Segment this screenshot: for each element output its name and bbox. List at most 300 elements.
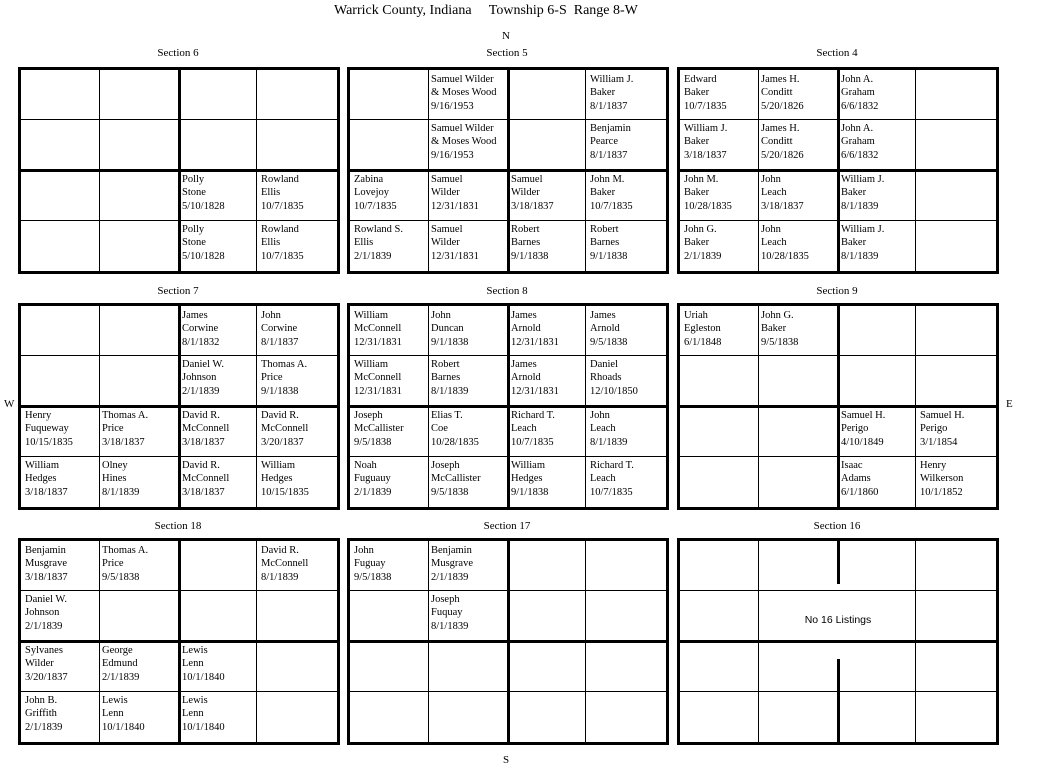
entry-name: John bbox=[261, 310, 281, 321]
entry-name: Baker bbox=[590, 187, 616, 199]
land-entry-cell bbox=[841, 173, 920, 223]
entry-name: Samuel bbox=[431, 174, 463, 185]
entry-name: Rowland S. bbox=[354, 224, 404, 235]
entry-date: 3/20/1837 bbox=[25, 671, 68, 683]
entry-name: Robert bbox=[431, 359, 460, 370]
entry-name: Samuel Wilder bbox=[431, 123, 494, 134]
entry-date: 3/18/1837 bbox=[511, 200, 554, 212]
land-entry-cell bbox=[590, 409, 669, 459]
entry-date: 8/1/1837 bbox=[261, 336, 299, 348]
entry-name: Hedges bbox=[261, 473, 293, 485]
land-entry-cell bbox=[261, 309, 340, 359]
entry-date: 3/18/1837 bbox=[25, 486, 68, 498]
entry-date: 9/5/1838 bbox=[431, 486, 469, 498]
entry-name: Musgrave bbox=[431, 558, 473, 570]
entry-date: 10/1/1840 bbox=[102, 721, 145, 733]
land-entry-cell bbox=[261, 223, 340, 273]
land-entry-cell bbox=[25, 694, 104, 744]
entry-name: Conditt bbox=[761, 136, 793, 148]
entry-date: 4/10/1849 bbox=[841, 436, 884, 448]
grid-line bbox=[680, 405, 996, 408]
entry-name: David R. bbox=[182, 410, 220, 421]
entry-name: Samuel bbox=[431, 224, 463, 235]
entry-name: William bbox=[354, 359, 388, 370]
land-entry-cell bbox=[590, 173, 669, 223]
entry-name: David R. bbox=[261, 410, 299, 421]
page-title: Warrick County, Indiana Township 6-S Range 8-W bbox=[334, 3, 638, 18]
entry-name: Barnes bbox=[511, 237, 541, 249]
entry-name: Wilder bbox=[431, 187, 460, 199]
entry-date: 8/1/1839 bbox=[261, 571, 299, 583]
entry-date: 8/1/1837 bbox=[590, 149, 628, 161]
entry-date: 12/31/1831 bbox=[511, 336, 559, 348]
entry-name: Uriah bbox=[684, 310, 708, 321]
entry-date: 2/1/1839 bbox=[182, 385, 220, 397]
entry-name: Fuquay bbox=[431, 607, 463, 619]
entry-name: John bbox=[431, 310, 451, 321]
grid-line bbox=[21, 169, 337, 172]
entry-date: 6/1/1848 bbox=[684, 336, 722, 348]
entry-date: 10/7/1835 bbox=[261, 250, 304, 262]
entry-name: William bbox=[511, 460, 545, 471]
entry-date: 9/1/1838 bbox=[431, 336, 469, 348]
entry-name: John A. bbox=[841, 74, 874, 85]
entry-name: Lovejoy bbox=[354, 187, 389, 199]
entry-date: 10/1/1840 bbox=[182, 671, 225, 683]
entry-name: Wilkerson bbox=[920, 473, 964, 485]
entry-name: Henry bbox=[25, 410, 52, 421]
entry-name: Sylvanes bbox=[25, 645, 63, 656]
land-entry-cell bbox=[761, 173, 840, 223]
entry-date: 3/1/1854 bbox=[920, 436, 958, 448]
entry-name: Zabina bbox=[354, 174, 384, 185]
entry-name: Baker bbox=[684, 87, 710, 99]
land-entry-cell bbox=[431, 173, 510, 223]
entry-name: Corwine bbox=[182, 323, 219, 335]
entry-date: 10/7/1835 bbox=[354, 200, 397, 212]
entry-date: 5/10/1828 bbox=[182, 250, 225, 262]
land-entry-cell bbox=[590, 459, 669, 509]
entry-name: Egleston bbox=[684, 323, 721, 335]
land-entry-cell bbox=[102, 644, 181, 694]
entry-date: 10/7/1835 bbox=[590, 200, 633, 212]
entry-name: Daniel W. bbox=[25, 594, 67, 605]
entry-date: 2/1/1839 bbox=[354, 250, 392, 262]
entry-date: 8/1/1839 bbox=[102, 486, 140, 498]
land-entry-cell bbox=[182, 409, 261, 459]
entry-name: James bbox=[511, 310, 537, 321]
entry-date: 2/1/1839 bbox=[102, 671, 140, 683]
entry-name: Price bbox=[102, 558, 124, 570]
land-entry-cell bbox=[431, 223, 510, 273]
entry-name: James H. bbox=[761, 74, 800, 85]
entry-date: 9/16/1953 bbox=[431, 100, 474, 112]
section-6-label: Section 6 bbox=[157, 47, 199, 59]
entry-date: 5/20/1826 bbox=[761, 100, 804, 112]
entry-date: 10/7/1835 bbox=[511, 436, 554, 448]
land-entry-cell bbox=[354, 544, 433, 594]
compass-west: W bbox=[4, 398, 15, 410]
entry-name: Edmund bbox=[102, 658, 138, 670]
entry-name: Musgrave bbox=[25, 558, 67, 570]
entry-name: Lewis bbox=[182, 645, 208, 656]
land-entry-cell bbox=[25, 644, 104, 694]
section-18-label: Section 18 bbox=[154, 520, 202, 532]
entry-name: Rowland bbox=[261, 174, 299, 185]
entry-date: 10/1/1840 bbox=[182, 721, 225, 733]
entry-name: McCallister bbox=[431, 473, 481, 485]
entry-name: David R. bbox=[261, 545, 299, 556]
entry-date: 8/1/1839 bbox=[841, 200, 879, 212]
entry-name: William J. bbox=[590, 74, 634, 85]
entry-name: Perigo bbox=[841, 423, 869, 435]
land-entry-cell bbox=[354, 173, 433, 223]
entry-name: Graham bbox=[841, 87, 875, 99]
entry-name: William bbox=[261, 460, 295, 471]
entry-date: 8/1/1839 bbox=[590, 436, 628, 448]
land-entry-cell bbox=[511, 223, 590, 273]
entry-date: 10/15/1835 bbox=[25, 436, 73, 448]
entry-name: Rhoads bbox=[590, 372, 622, 384]
entry-name: John A. bbox=[841, 123, 874, 134]
land-entry-cell bbox=[182, 459, 261, 509]
land-entry-cell bbox=[590, 223, 669, 273]
entry-name: Benjamin bbox=[590, 123, 631, 134]
entry-name: Polly bbox=[182, 174, 205, 185]
entry-name: Samuel bbox=[511, 174, 543, 185]
entry-name: Noah bbox=[354, 460, 377, 471]
entry-name: McConnell bbox=[182, 473, 230, 485]
entry-name: Lenn bbox=[182, 708, 204, 720]
grid-line bbox=[21, 119, 337, 120]
entry-name: William J. bbox=[841, 174, 885, 185]
no-listings-note: No 16 Listings bbox=[804, 614, 872, 626]
entry-name: Rowland bbox=[261, 224, 299, 235]
entry-name: Price bbox=[261, 372, 283, 384]
land-entry-cell bbox=[261, 409, 340, 459]
entry-name: Benjamin bbox=[431, 545, 472, 556]
land-entry-cell bbox=[684, 73, 763, 123]
land-entry-cell bbox=[841, 223, 920, 273]
entry-name: Daniel bbox=[590, 359, 618, 370]
entry-date: 3/18/1837 bbox=[182, 436, 225, 448]
entry-name: Baker bbox=[684, 237, 710, 249]
entry-name: Baker bbox=[841, 187, 867, 199]
entry-date: 5/20/1826 bbox=[761, 149, 804, 161]
entry-name: Conditt bbox=[761, 87, 793, 99]
entry-date: 9/5/1838 bbox=[761, 336, 799, 348]
entry-date: 2/1/1839 bbox=[431, 571, 469, 583]
entry-name: Stone bbox=[182, 187, 206, 199]
entry-date: 3/18/1837 bbox=[25, 571, 68, 583]
entry-name: Pearce bbox=[590, 136, 618, 148]
land-entry-cell bbox=[590, 309, 669, 359]
section-4-label: Section 4 bbox=[816, 47, 858, 59]
entry-name: Leach bbox=[761, 187, 787, 199]
compass-south: S bbox=[503, 754, 510, 766]
entry-name: Benjamin bbox=[25, 545, 66, 556]
land-entry-cell bbox=[841, 459, 920, 509]
land-entry-cell bbox=[761, 122, 840, 172]
entry-date: 12/31/1831 bbox=[511, 385, 559, 397]
land-entry-cell bbox=[102, 544, 181, 594]
entry-name: McCallister bbox=[354, 423, 404, 435]
grid-line bbox=[837, 541, 840, 584]
entry-date: 2/1/1839 bbox=[25, 721, 63, 733]
entry-name: Polly bbox=[182, 224, 205, 235]
entry-date: 2/1/1839 bbox=[25, 620, 63, 632]
grid-line bbox=[837, 659, 840, 742]
land-entry-cell bbox=[182, 644, 261, 694]
entry-date: 12/10/1850 bbox=[590, 385, 638, 397]
entry-date: 12/31/1831 bbox=[431, 200, 479, 212]
land-entry-cell bbox=[25, 544, 104, 594]
entry-name: John bbox=[761, 174, 781, 185]
entry-name: McConnell bbox=[182, 423, 230, 435]
land-entry-cell bbox=[684, 223, 763, 273]
entry-name: McConnell bbox=[261, 558, 309, 570]
entry-date: 10/7/1835 bbox=[684, 100, 727, 112]
entry-name: Richard T. bbox=[590, 460, 634, 471]
compass-north: N bbox=[502, 30, 510, 42]
land-entry-cell bbox=[431, 309, 510, 359]
entry-name: James bbox=[182, 310, 208, 321]
entry-date: 9/5/1838 bbox=[590, 336, 628, 348]
entry-name: David R. bbox=[182, 460, 220, 471]
land-entry-cell bbox=[841, 122, 920, 172]
entry-name: James bbox=[511, 359, 537, 370]
entry-name: William J. bbox=[684, 123, 728, 134]
land-entry-cell bbox=[761, 73, 840, 123]
land-entry-cell bbox=[261, 544, 340, 594]
entry-name: Fuguay bbox=[354, 558, 386, 570]
section-8-grid bbox=[347, 303, 669, 510]
grid-line bbox=[350, 691, 666, 692]
entry-date: 10/7/1835 bbox=[261, 200, 304, 212]
entry-date: 9/1/1838 bbox=[590, 250, 628, 262]
entry-name: Daniel W. bbox=[182, 359, 224, 370]
entry-name: James H. bbox=[761, 123, 800, 134]
section-9-grid bbox=[677, 303, 999, 510]
entry-date: 3/18/1837 bbox=[761, 200, 804, 212]
land-entry-cell bbox=[102, 409, 181, 459]
land-entry-cell bbox=[511, 309, 590, 359]
section-17-label: Section 17 bbox=[483, 520, 531, 532]
section-7-label: Section 7 bbox=[157, 285, 199, 297]
land-entry-cell bbox=[511, 173, 590, 223]
entry-date: 6/6/1832 bbox=[841, 100, 879, 112]
land-entry-cell bbox=[182, 694, 261, 744]
entry-name: Wilder bbox=[25, 658, 54, 670]
land-entry-cell bbox=[511, 459, 590, 509]
entry-name: Olney bbox=[102, 460, 128, 471]
entry-name: Joseph bbox=[354, 410, 383, 421]
entry-date: 8/1/1832 bbox=[182, 336, 220, 348]
entry-date: 9/5/1838 bbox=[354, 571, 392, 583]
entry-name: Richard T. bbox=[511, 410, 555, 421]
land-entry-cell bbox=[261, 358, 340, 408]
entry-date: 5/10/1828 bbox=[182, 200, 225, 212]
entry-date: 10/28/1835 bbox=[684, 200, 732, 212]
section-4-grid bbox=[677, 67, 999, 274]
land-entry-cell bbox=[684, 122, 763, 172]
land-entry-cell bbox=[182, 309, 261, 359]
land-entry-cell bbox=[511, 358, 590, 408]
entry-name: Lenn bbox=[102, 708, 124, 720]
land-entry-cell bbox=[920, 459, 999, 509]
entry-name: John bbox=[590, 410, 610, 421]
land-entry-cell bbox=[511, 409, 590, 459]
entry-name: James bbox=[590, 310, 616, 321]
entry-name: Samuel Wilder bbox=[431, 74, 494, 85]
entry-date: 9/1/1838 bbox=[511, 486, 549, 498]
land-entry-cell bbox=[431, 593, 510, 643]
entry-name: Fuqueway bbox=[25, 423, 69, 435]
land-entry-cell bbox=[102, 694, 181, 744]
entry-name: Leach bbox=[761, 237, 787, 249]
land-entry-cell bbox=[431, 73, 510, 123]
entry-name: Johnson bbox=[25, 607, 60, 619]
entry-date: 10/28/1835 bbox=[761, 250, 809, 262]
entry-date: 9/16/1953 bbox=[431, 149, 474, 161]
land-entry-cell bbox=[25, 459, 104, 509]
entry-name: & Moses Wood bbox=[431, 87, 497, 99]
entry-name: Leach bbox=[590, 473, 616, 485]
entry-name: Coe bbox=[431, 423, 448, 435]
entry-name: Samuel H. bbox=[841, 410, 886, 421]
entry-name: John B. bbox=[25, 695, 58, 706]
land-entry-cell bbox=[102, 459, 181, 509]
entry-name: Baker bbox=[684, 136, 710, 148]
land-entry-cell bbox=[354, 459, 433, 509]
entry-name: John M. bbox=[590, 174, 625, 185]
entry-date: 12/31/1831 bbox=[354, 336, 402, 348]
entry-date: 10/7/1835 bbox=[590, 486, 633, 498]
entry-name: Perigo bbox=[920, 423, 948, 435]
land-entry-cell bbox=[182, 358, 261, 408]
grid-line bbox=[680, 640, 996, 643]
entry-name: Ellis bbox=[261, 187, 281, 199]
entry-name: Price bbox=[102, 423, 124, 435]
entry-date: 8/1/1839 bbox=[431, 385, 469, 397]
entry-name: Duncan bbox=[431, 323, 464, 335]
entry-name: Hines bbox=[102, 473, 127, 485]
entry-name: John G. bbox=[684, 224, 717, 235]
entry-name: Stone bbox=[182, 237, 206, 249]
entry-name: Fuguauy bbox=[354, 473, 391, 485]
entry-name: Isaac bbox=[841, 460, 863, 471]
entry-name: Baker bbox=[761, 323, 787, 335]
land-entry-cell bbox=[590, 358, 669, 408]
land-entry-cell bbox=[182, 173, 261, 223]
land-entry-cell bbox=[354, 409, 433, 459]
entry-name: Joseph bbox=[431, 460, 460, 471]
section-17-grid bbox=[347, 538, 669, 745]
compass-east: E bbox=[1006, 398, 1013, 410]
entry-name: Ellis bbox=[261, 237, 281, 249]
entry-name: Lewis bbox=[182, 695, 208, 706]
land-entry-cell bbox=[841, 73, 920, 123]
section-16-grid bbox=[677, 538, 999, 745]
entry-date: 8/1/1839 bbox=[431, 620, 469, 632]
land-entry-cell bbox=[431, 358, 510, 408]
entry-name: John G. bbox=[761, 310, 794, 321]
land-entry-cell bbox=[354, 358, 433, 408]
entry-name: Hedges bbox=[25, 473, 57, 485]
entry-name: Arnold bbox=[511, 372, 541, 384]
entry-date: 9/1/1838 bbox=[511, 250, 549, 262]
land-entry-cell bbox=[354, 223, 433, 273]
entry-name: William J. bbox=[841, 224, 885, 235]
section-8-label: Section 8 bbox=[486, 285, 528, 297]
grid-line bbox=[680, 590, 996, 591]
land-entry-cell bbox=[431, 544, 510, 594]
entry-name: Arnold bbox=[511, 323, 541, 335]
land-entry-cell bbox=[354, 309, 433, 359]
entry-name: Thomas A. bbox=[102, 545, 149, 556]
land-entry-cell bbox=[25, 409, 104, 459]
section-9-label: Section 9 bbox=[816, 285, 858, 297]
entry-name: Barnes bbox=[431, 372, 461, 384]
section-5-label: Section 5 bbox=[486, 47, 528, 59]
land-entry-cell bbox=[761, 309, 840, 359]
entry-date: 3/18/1837 bbox=[182, 486, 225, 498]
entry-name: Baker bbox=[590, 87, 616, 99]
land-entry-cell bbox=[182, 223, 261, 273]
entry-name: Wilder bbox=[431, 237, 460, 249]
entry-date: 3/18/1837 bbox=[684, 149, 727, 161]
entry-date: 10/1/1852 bbox=[920, 486, 963, 498]
entry-date: 9/1/1838 bbox=[261, 385, 299, 397]
entry-date: 12/31/1831 bbox=[354, 385, 402, 397]
land-entry-cell bbox=[261, 459, 340, 509]
entry-date: 9/5/1838 bbox=[354, 436, 392, 448]
entry-name: Corwine bbox=[261, 323, 298, 335]
section-7-grid bbox=[18, 303, 340, 510]
entry-name: William bbox=[354, 310, 388, 321]
land-entry-cell bbox=[431, 122, 510, 172]
entry-name: Arnold bbox=[590, 323, 620, 335]
entry-name: McConnell bbox=[261, 423, 309, 435]
entry-date: 2/1/1839 bbox=[684, 250, 722, 262]
entry-date: 9/5/1838 bbox=[102, 571, 140, 583]
entry-date: 12/31/1831 bbox=[431, 250, 479, 262]
entry-name: Wilder bbox=[511, 187, 540, 199]
entry-name: Hedges bbox=[511, 473, 543, 485]
entry-name: William bbox=[25, 460, 59, 471]
entry-name: Robert bbox=[590, 224, 619, 235]
section-6-grid bbox=[18, 67, 340, 274]
entry-date: 10/15/1835 bbox=[261, 486, 309, 498]
land-entry-cell bbox=[684, 309, 763, 359]
section-5-grid bbox=[347, 67, 669, 274]
entry-name: Henry bbox=[920, 460, 947, 471]
land-entry-cell bbox=[261, 173, 340, 223]
land-entry-cell bbox=[590, 122, 669, 172]
entry-name: John M. bbox=[684, 174, 719, 185]
entry-name: Joseph bbox=[431, 594, 460, 605]
entry-name: John bbox=[761, 224, 781, 235]
entry-name: Lenn bbox=[182, 658, 204, 670]
land-entry-cell bbox=[431, 459, 510, 509]
entry-name: Graham bbox=[841, 136, 875, 148]
entry-date: 3/18/1837 bbox=[102, 436, 145, 448]
entry-date: 8/1/1839 bbox=[841, 250, 879, 262]
entry-name: Robert bbox=[511, 224, 540, 235]
entry-name: Samuel H. bbox=[920, 410, 965, 421]
section-16-label: Section 16 bbox=[813, 520, 861, 532]
entry-name: Adams bbox=[841, 473, 871, 485]
